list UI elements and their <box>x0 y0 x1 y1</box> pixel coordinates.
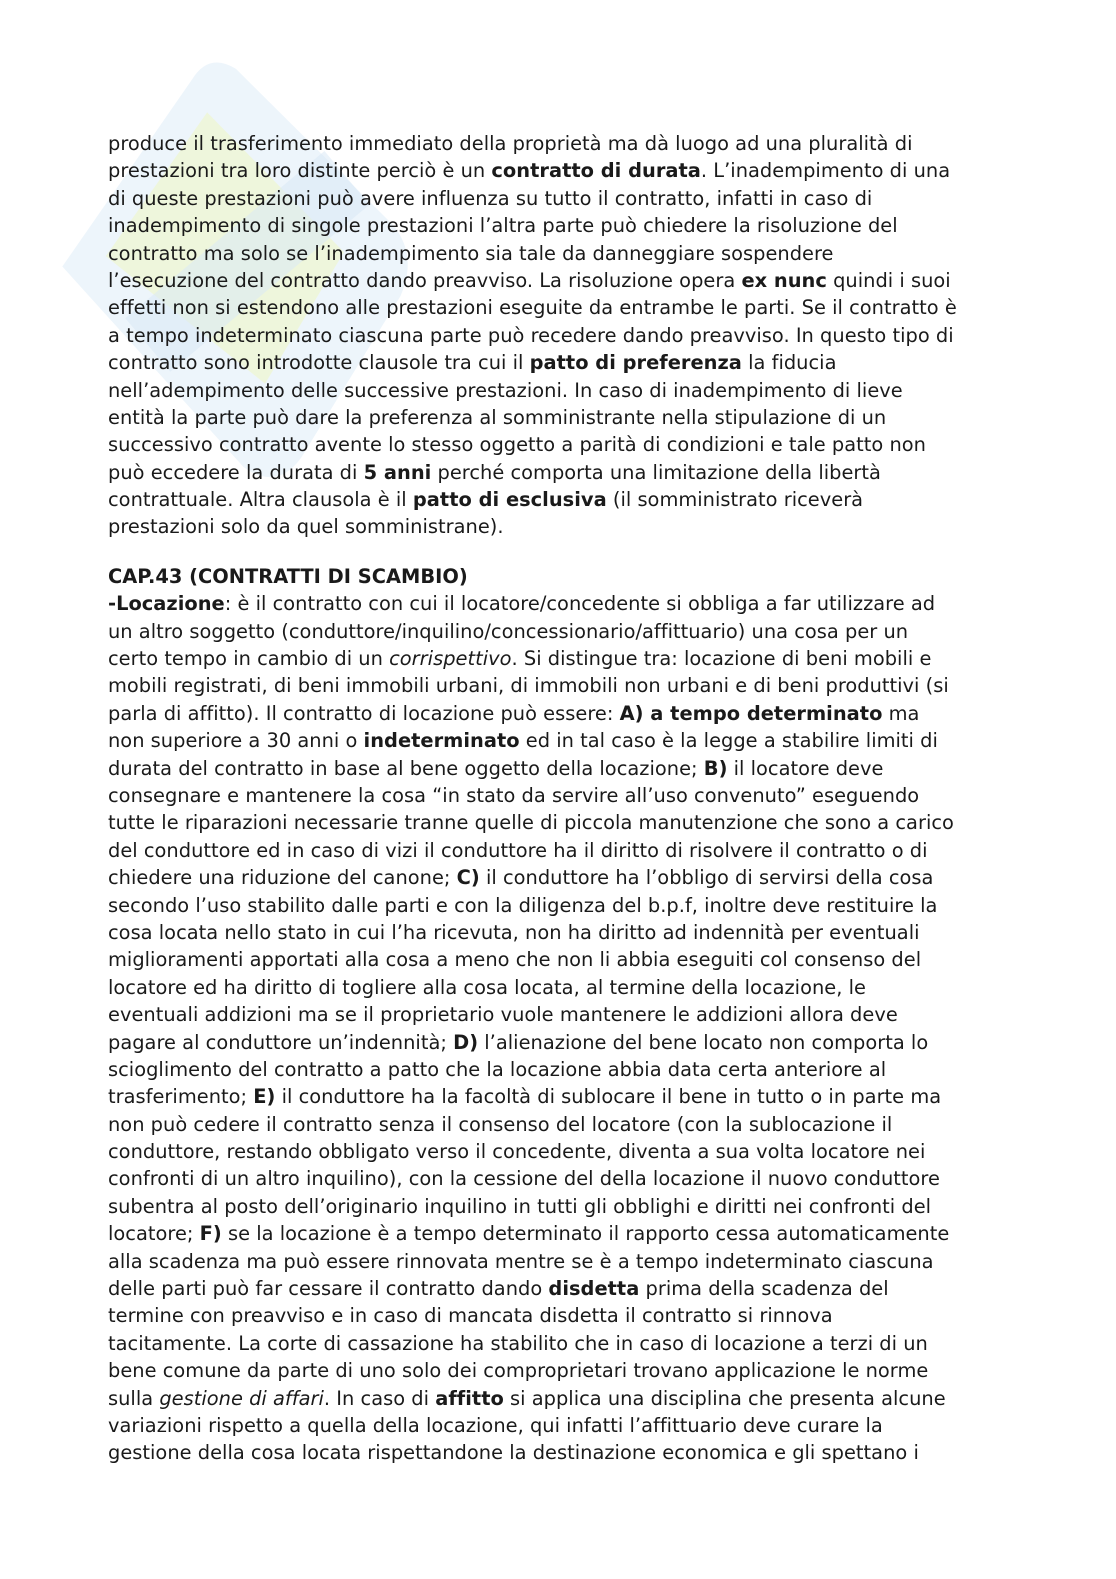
text-line <box>108 459 1008 486</box>
text-run: . L’inadempimento di una <box>700 159 951 183</box>
text-run: successivo contratto avente lo stesso oggetto a parità di condizioni e tale patto non <box>108 433 926 457</box>
text-line <box>108 1001 1008 1028</box>
text-line <box>108 974 1008 1001</box>
text-run: contratto ma solo se l’inadempimento sia tale da danneggiare sospendere <box>108 241 834 265</box>
text-line <box>108 185 1008 212</box>
text-line <box>108 267 1008 294</box>
text-run: : è il contratto con cui il locatore/concedente si obbliga a far utilizzare ad <box>224 592 936 616</box>
text-run: non può cedere il contratto senza il consenso del locatore (con la sublocazione il <box>108 1112 893 1136</box>
bold-text: B) <box>703 756 728 780</box>
text-run: certo tempo in cambio di un <box>108 647 390 671</box>
text-line <box>108 1412 1008 1439</box>
text-run: subentra al posto dell’originario inquilino in tutti gli obblighi e diritti nei confronti del <box>108 1194 932 1218</box>
text-line <box>108 864 1008 891</box>
text-run: se la locazione è a tempo determinato il rapporto cessa automaticamente <box>221 1222 950 1246</box>
text-run: tacitamente. La corte di cassazione ha stabilito che in caso di locazione a terzi di un <box>108 1331 928 1355</box>
text-line <box>108 618 1008 645</box>
chapter-heading: CAP.43 (CONTRATTI DI SCAMBIO) <box>108 564 468 588</box>
text-run: a tempo indeterminato ciascuna parte può recedere dando preavviso. In questo tipo di <box>108 323 954 347</box>
text-run: l’esecuzione del contratto dando preavviso. La risoluzione opera <box>108 268 742 292</box>
text-line <box>108 782 1008 809</box>
bold-text: -Locazione <box>108 592 225 616</box>
text-run: ed in tal caso è la legge a stabilire limiti di <box>519 729 938 753</box>
text-line <box>108 1248 1008 1275</box>
text-run: si applica una disciplina che presenta alcune <box>503 1386 946 1410</box>
text-line <box>108 1275 1008 1302</box>
text-run: conduttore, restando obbligato verso il concedente, diventa a sua volta locatore nei <box>108 1140 926 1164</box>
text-line <box>108 892 1008 919</box>
bold-text: patto di preferenza <box>529 351 742 375</box>
text-run: contratto sono introdotte clausole tra cui il <box>108 351 530 375</box>
text-line <box>108 1111 1008 1138</box>
bold-text: C) <box>456 866 480 890</box>
text-run: la fiducia <box>741 351 837 375</box>
text-run: cosa locata nello stato in cui l’ha ricevuta, non ha diritto ad indennità per eventuali <box>108 920 920 944</box>
text-run: produce il trasferimento immediato della proprietà ma dà luogo ad una pluralità di <box>108 132 913 155</box>
text-line <box>108 1330 1008 1357</box>
text-run: termine con preavviso e in caso di mancata disdetta il contratto si rinnova <box>108 1304 833 1328</box>
text-line <box>108 1056 1008 1083</box>
text-run: delle parti può far cessare il contratto dando <box>108 1277 549 1301</box>
text-line <box>108 1385 1008 1412</box>
text-run: inadempimento di singole prestazioni l’altra parte può chiedere la risoluzione del <box>108 214 898 238</box>
text-run: non superiore a 30 anni o <box>108 729 364 753</box>
bold-text: indeterminato <box>363 729 520 753</box>
text-run: di queste prestazioni può avere influenza su tutto il contratto, infatti in caso di <box>108 186 873 210</box>
text-line <box>108 294 1008 321</box>
text-run: consegnare e mantenere la cosa “in stato da servire all’uso convenuto” eseguendo <box>108 783 920 807</box>
text-line <box>108 404 1008 431</box>
text-run: il conduttore ha la facoltà di sublocare il bene in tutto o in parte ma <box>275 1085 942 1109</box>
text-line <box>108 700 1008 727</box>
text-run: nell’adempimento delle successive prestazioni. In caso di inadempimento di lieve <box>108 378 903 402</box>
bold-text: F) <box>199 1222 222 1246</box>
text-line <box>108 645 1008 672</box>
text-run: trasferimento; <box>108 1085 254 1109</box>
text-line <box>108 727 1008 754</box>
text-line <box>108 1029 1008 1056</box>
text-run: un altro soggetto (conduttore/inquilino/concessionario/affittuario) una cosa per un <box>108 619 909 643</box>
text-line <box>108 590 1008 617</box>
text-run: bene comune da parte di uno solo dei comproprietari trovano applicazione le norme <box>108 1359 929 1383</box>
text-line <box>108 1165 1008 1192</box>
text-run: prima della scadenza del <box>639 1277 889 1301</box>
text-run: entità la parte può dare la preferenza al somministrante nella stipulazione di un <box>108 405 887 429</box>
text-line <box>108 130 1008 157</box>
text-line <box>108 946 1008 973</box>
bold-text: 5 anni <box>363 460 432 484</box>
bold-text: E) <box>253 1085 276 1109</box>
text-line <box>108 672 1008 699</box>
text-run: mobili registrati, di beni immobili urbani, di immobili non urbani e di beni produttivi (si <box>108 674 949 698</box>
text-run: secondo l’uso stabilito dalle parti e con la diligenza del b.p.f, inoltre deve restituire la <box>108 893 938 917</box>
text-line <box>108 919 1008 946</box>
text-run: prestazioni solo da quel somministrane). <box>108 515 504 539</box>
text-line <box>108 157 1008 184</box>
text-line <box>108 322 1008 349</box>
text-run: (il somministrato riceverà <box>606 488 864 512</box>
text-line <box>108 1138 1008 1165</box>
text-run: quindi i suoi <box>826 268 951 292</box>
bold-text: A) a tempo determinato <box>619 701 883 725</box>
text-line <box>108 1302 1008 1329</box>
text-run: l’alienazione del bene locato non comporta lo <box>478 1030 929 1054</box>
text-line <box>108 431 1008 458</box>
text-run: durata del contratto in base al bene oggetto della locazione; <box>108 756 704 780</box>
text-run: . In caso di <box>323 1386 436 1410</box>
text-run: contrattuale. Altra clausola è il <box>108 488 413 512</box>
paragraph-somministrazione <box>108 130 1008 541</box>
text-line <box>108 349 1008 376</box>
text-run: . Si distingue tra: locazione di beni mobili e <box>511 647 932 671</box>
text-line <box>108 486 1008 513</box>
text-run: miglioramenti apportati alla cosa a meno che non li abbia eseguiti col consenso del <box>108 948 922 972</box>
text-line <box>108 837 1008 864</box>
text-run: il conduttore ha l’obbligo di servirsi della cosa <box>479 866 934 890</box>
text-line <box>108 240 1008 267</box>
text-run: perché comporta una limitazione della libertà <box>431 460 881 484</box>
bold-text: affitto <box>435 1386 504 1410</box>
text-run: il locatore deve <box>727 756 884 780</box>
text-line <box>108 212 1008 239</box>
bold-text: contratto di durata <box>491 159 701 183</box>
text-line <box>108 1193 1008 1220</box>
text-line <box>108 809 1008 836</box>
text-run: alla scadenza ma può essere rinnovata mentre se è a tempo indeterminato ciascuna <box>108 1249 934 1273</box>
text-run: locatore ed ha diritto di togliere alla cosa locata, al termine della locazione, le <box>108 975 866 999</box>
document-body <box>108 130 1008 1467</box>
text-run: pagare al conduttore un’indennità; <box>108 1030 454 1054</box>
bold-text: ex nunc <box>741 268 827 292</box>
text-line <box>108 1083 1008 1110</box>
text-run: del conduttore ed in caso di vizi il conduttore ha il diritto di risolvere il contratto o di <box>108 838 928 862</box>
bold-text: patto di esclusiva <box>412 488 607 512</box>
text-run: prestazioni tra loro distinte perciò è un <box>108 159 492 183</box>
text-run: confronti di un altro inquilino), con la cessione del della locazione il nuovo conduttore <box>108 1167 940 1191</box>
text-run: parla di affitto). Il contratto di locazione può essere: <box>108 701 620 725</box>
text-run: può eccedere la durata di <box>108 460 364 484</box>
text-run: effetti non si estendono alle prestazioni eseguite da entrambe le parti. Se il contratto è <box>108 296 957 320</box>
text-run: eventuali addizioni ma se il proprietario vuole mantenere le addizioni allora deve <box>108 1003 898 1027</box>
text-line <box>108 755 1008 782</box>
text-run: locatore; <box>108 1222 200 1246</box>
italic-text: corrispettivo <box>389 647 512 671</box>
paragraph-locazione <box>108 590 1008 1467</box>
text-run: variazioni rispetto a quella della locazione, qui infatti l’affittuario deve curare la <box>108 1413 883 1437</box>
text-line <box>108 1357 1008 1384</box>
text-run: ma <box>882 701 920 725</box>
text-line <box>108 377 1008 404</box>
bold-text: disdetta <box>548 1277 640 1301</box>
text-run: scioglimento del contratto a patto che la locazione abbia data certa anteriore al <box>108 1057 887 1081</box>
bold-text: D) <box>453 1030 479 1054</box>
text-run: chiedere una riduzione del canone; <box>108 866 457 890</box>
text-line <box>108 1220 1008 1247</box>
italic-text: gestione di affari <box>159 1386 324 1410</box>
text-line <box>108 1439 1008 1466</box>
text-run: tutte le riparazioni necessarie tranne quelle di piccola manutenzione che sono a carico <box>108 811 954 835</box>
text-run: gestione della cosa locata rispettandone la destinazione economica e gli spettano i <box>108 1441 919 1465</box>
text-line <box>108 513 1008 540</box>
text-run: sulla <box>108 1386 160 1410</box>
